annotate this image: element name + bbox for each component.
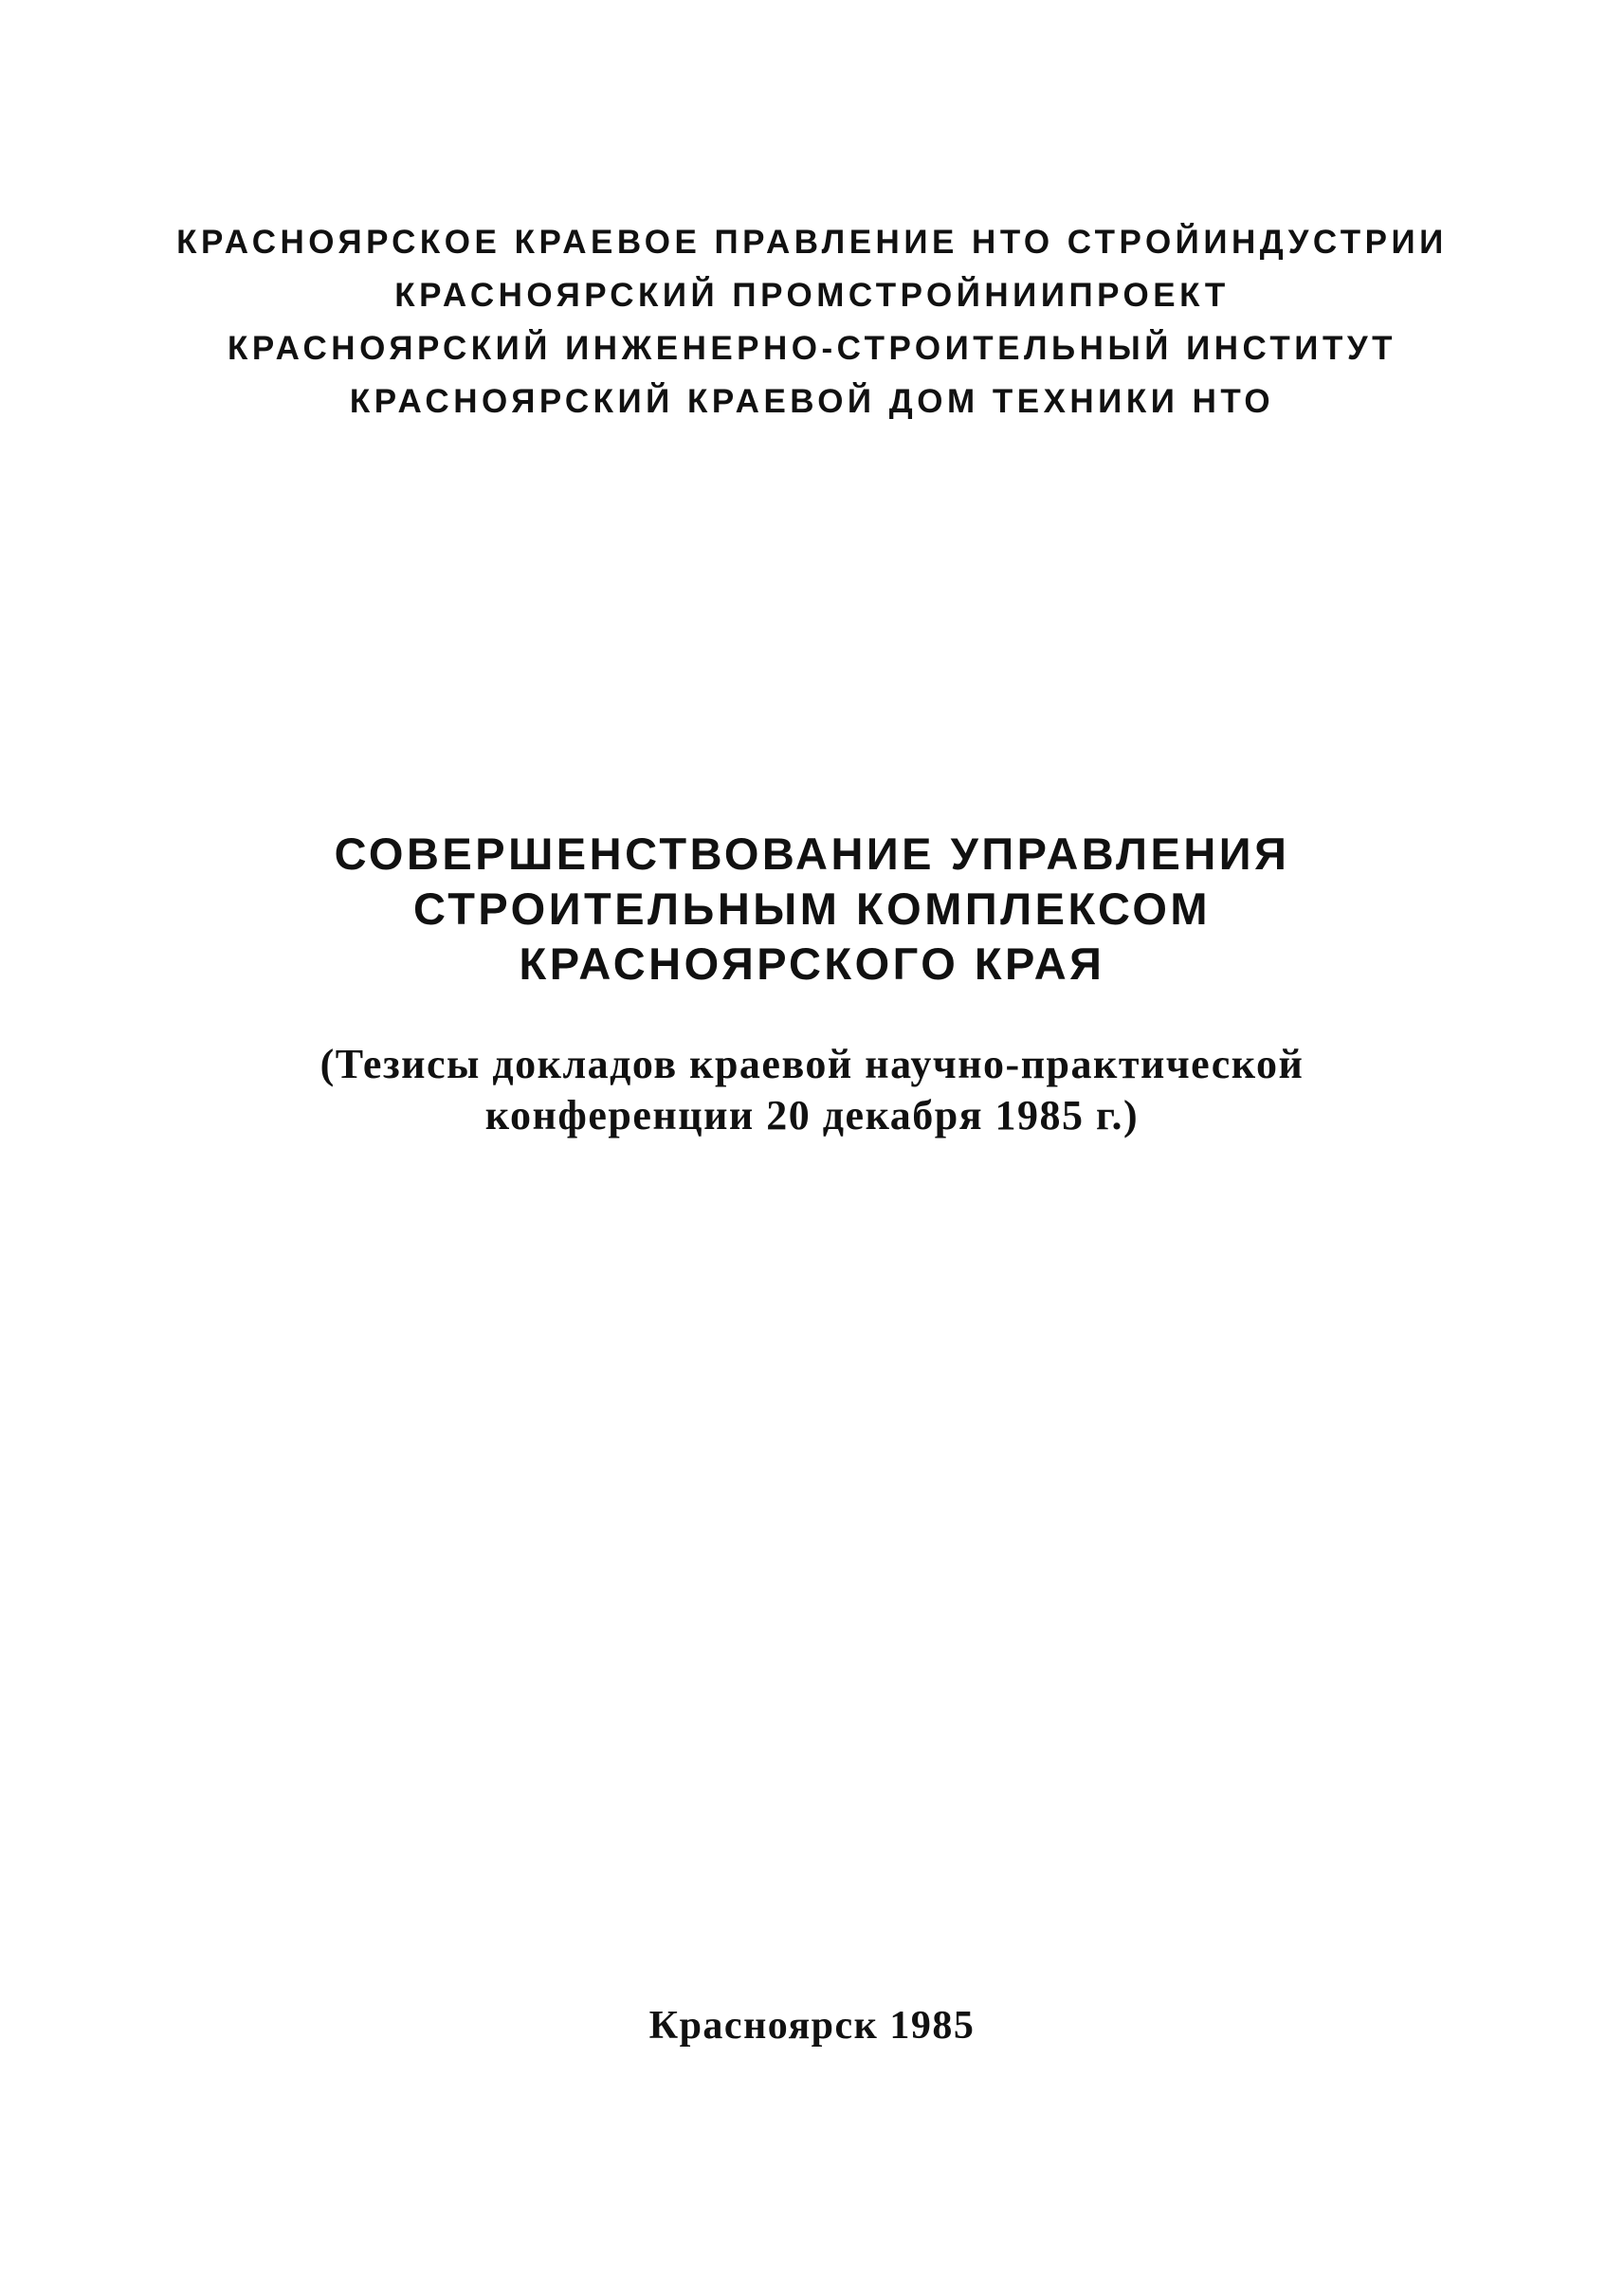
organization-line: КРАСНОЯРСКОЕ КРАЕВОЕ ПРАВЛЕНИЕ НТО СТРОЙИНДУСТРИИ (176, 224, 1448, 261)
title-line: СТРОИТЕЛЬНЫМ КОМПЛЕКСОМ (412, 883, 1212, 934)
organizations-header (0, 216, 1624, 428)
title-line: КРАСНОЯРСКОГО КРАЯ (519, 938, 1105, 989)
imprint-place-year: Красноярск 1985 (648, 2004, 976, 2048)
title-line: СОВЕРШЕНСТВОВАНИЕ УПРАВЛЕНИЯ (334, 829, 1290, 879)
subtitle-line: (Тезисы докладов краевой научно-практической (319, 1041, 1305, 1087)
document-subtitle (0, 1039, 1624, 1141)
document-title (0, 827, 1624, 992)
organization-line: КРАСНОЯРСКИЙ КРАЕВОЙ ДОМ ТЕХНИКИ НТО (349, 383, 1275, 420)
organization-line: КРАСНОЯРСКИЙ ПРОМСТРОЙНИИПРОЕКТ (394, 277, 1230, 314)
subtitle-line: конференции 20 декабря 1985 г.) (484, 1092, 1140, 1138)
organization-line: КРАСНОЯРСКИЙ ИНЖЕНЕРНО-СТРОИТЕЛЬНЫЙ ИНСТИТУТ (228, 330, 1396, 367)
